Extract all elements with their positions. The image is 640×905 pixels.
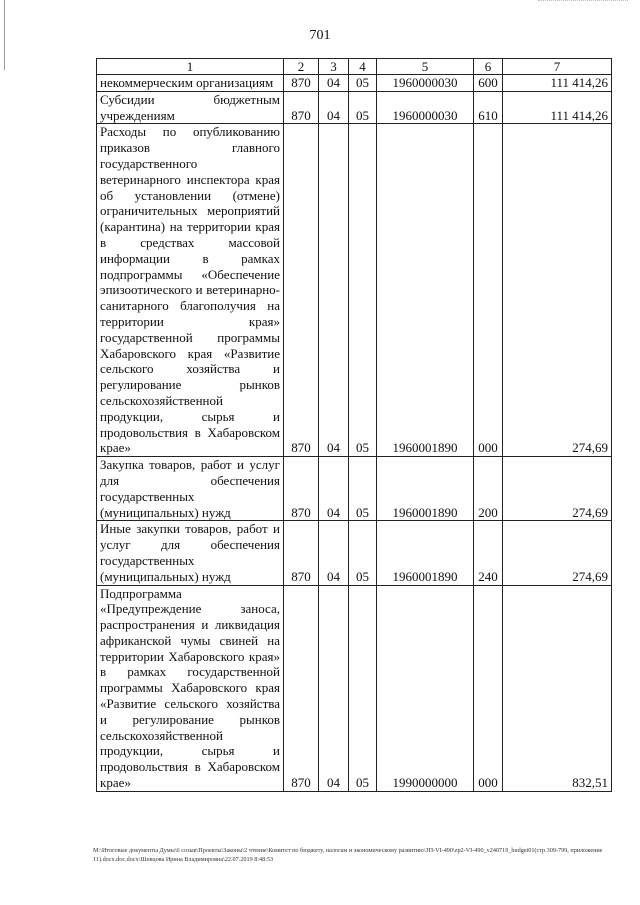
row-code-3: 04 bbox=[319, 124, 349, 457]
row-description: Субсидии бюджетным учреждениям bbox=[97, 91, 284, 124]
row-description: Иные закупки товаров, работ и услуг для обеспечения государственных (муниципальных) нужд bbox=[97, 521, 284, 585]
table-header-row bbox=[97, 59, 612, 75]
row-code-5: 1960001890 bbox=[377, 124, 474, 457]
row-code-5: 1960000030 bbox=[377, 75, 474, 92]
row-code-2: 870 bbox=[284, 585, 319, 791]
row-code-6: 240 bbox=[474, 521, 503, 585]
table-row bbox=[97, 75, 612, 92]
header-cell: 5 bbox=[377, 59, 474, 75]
budget-table bbox=[96, 58, 612, 792]
row-code-3: 04 bbox=[319, 521, 349, 585]
table-row bbox=[97, 585, 612, 791]
row-description: некоммерческим организациям bbox=[97, 75, 284, 92]
row-amount: 111 414,26 bbox=[503, 75, 612, 92]
row-description: Подпрограмма «Предупреждение заноса, распространения и ликвидация африканской чумы свиней на территории Хабаровского края» в рамках государственной программы Хабаровского края «Развитие сельского хозяйства и регулирование рынков сельскохозяйственной продукции, сырья и продовольствия в Хабаровском крае» bbox=[97, 585, 284, 791]
row-code-4: 05 bbox=[349, 457, 377, 521]
row-code-2: 870 bbox=[284, 91, 319, 124]
row-code-5: 1960001890 bbox=[377, 457, 474, 521]
row-code-3: 04 bbox=[319, 91, 349, 124]
row-amount: 274,69 bbox=[503, 124, 612, 457]
row-code-4: 05 bbox=[349, 91, 377, 124]
table-row bbox=[97, 457, 612, 521]
row-code-4: 05 bbox=[349, 75, 377, 92]
row-code-3: 04 bbox=[319, 457, 349, 521]
row-amount: 111 414,26 bbox=[503, 91, 612, 124]
row-code-6: 610 bbox=[474, 91, 503, 124]
row-amount: 274,69 bbox=[503, 457, 612, 521]
row-amount: 274,69 bbox=[503, 521, 612, 585]
row-code-2: 870 bbox=[284, 457, 319, 521]
row-code-6: 600 bbox=[474, 75, 503, 92]
table-row bbox=[97, 124, 612, 457]
header-cell: 7 bbox=[503, 59, 612, 75]
row-description: Закупка товаров, работ и услуг для обеспечения государственных (муниципальных) нужд bbox=[97, 457, 284, 521]
row-amount: 832,51 bbox=[503, 585, 612, 791]
table-row bbox=[97, 521, 612, 585]
header-cell: 3 bbox=[319, 59, 349, 75]
row-code-2: 870 bbox=[284, 75, 319, 92]
row-code-5: 1990000000 bbox=[377, 585, 474, 791]
row-code-2: 870 bbox=[284, 521, 319, 585]
header-cell: 4 bbox=[349, 59, 377, 75]
row-code-6: 000 bbox=[474, 585, 503, 791]
page-number: 701 bbox=[309, 28, 331, 43]
row-code-5: 1960001890 bbox=[377, 521, 474, 585]
row-code-4: 05 bbox=[349, 585, 377, 791]
row-code-4: 05 bbox=[349, 124, 377, 457]
header-cell: 1 bbox=[97, 59, 284, 75]
row-code-4: 05 bbox=[349, 521, 377, 585]
table-row bbox=[97, 91, 612, 124]
file-path-footer: M:\Итоговые документы Думы\6 созыв\Проекты\Законы\2 чтение\Комитет по бюджету, налогам и экономическому развитию\ЗП-VI-490\zp2-VI-490_v240719_budget01(стр.309-799, приложение 11).docx.doc.docx\Шевцова Ирина Владимировна\22.07.2019 8:48:53 bbox=[93, 847, 603, 863]
row-description: Расходы по опубликованию приказов главного государственного ветеринарного инспектора края об установлении (отмене) ограничительных мероприятий (карантина) на территории края в средствах массовой информации в рамках подпрограммы «Обеспечение эпизоотического и ветеринарно-санитарного благополучия на территории края» государственной программы Хабаровского края «Развитие сельского хозяйства и регулирование рынков сельскохозяйственной продукции, сырья и продовольствия в Хабаровском крае» bbox=[97, 124, 284, 457]
row-code-3: 04 bbox=[319, 585, 349, 791]
row-code-6: 000 bbox=[474, 124, 503, 457]
scan-top-mark bbox=[538, 0, 628, 5]
row-code-2: 870 bbox=[284, 124, 319, 457]
row-code-5: 1960000030 bbox=[377, 91, 474, 124]
row-code-6: 200 bbox=[474, 457, 503, 521]
header-cell: 6 bbox=[474, 59, 503, 75]
header-cell: 2 bbox=[284, 59, 319, 75]
row-code-3: 04 bbox=[319, 75, 349, 92]
